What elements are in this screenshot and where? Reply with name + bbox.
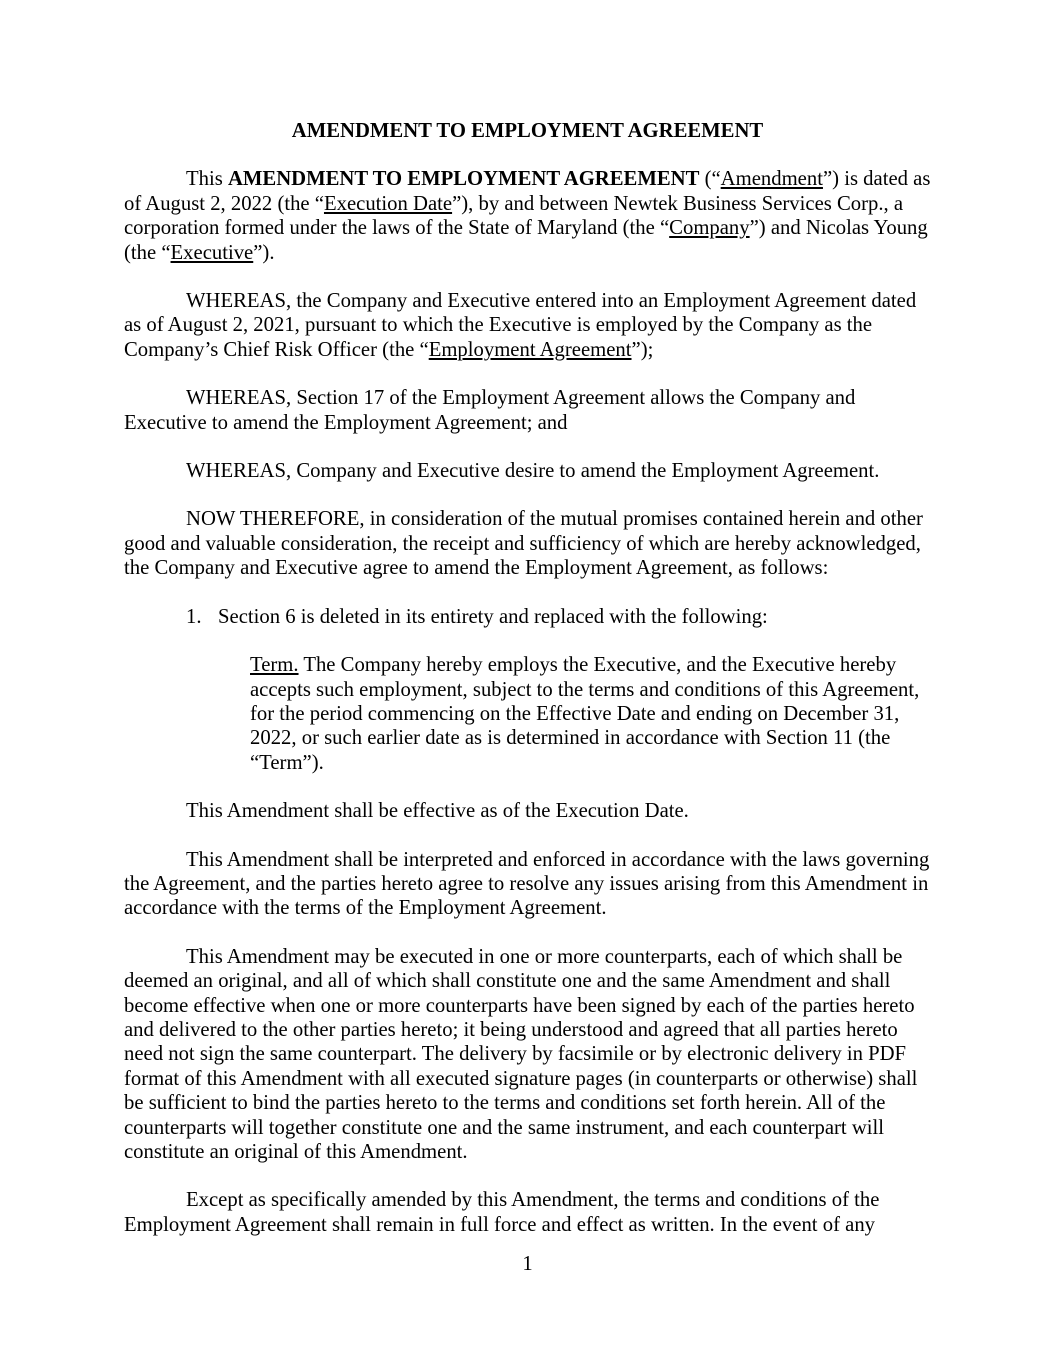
document-title: AMENDMENT TO EMPLOYMENT AGREEMENT	[291, 120, 764, 142]
text-run: This	[186, 168, 228, 191]
paragraph	[186, 605, 931, 629]
paragraph	[124, 386, 931, 435]
paragraph	[124, 799, 931, 823]
text-run: Executive	[170, 241, 254, 264]
paragraph	[124, 459, 931, 483]
document-body	[124, 167, 931, 1237]
text-run: Execution Date	[323, 192, 453, 215]
paragraph	[124, 1188, 931, 1237]
text-run: Company	[669, 217, 750, 240]
text-run: (“	[699, 168, 721, 191]
text-run: Amendment	[720, 168, 823, 191]
text-run: ”) is dated as of August 2, 2022 (the “	[124, 168, 931, 215]
text-run: The Company hereby employs the Executive, and the Executive hereby accepts such employment, subject to the terms and conditions of this Agreement, for the period commencing on the Effective Date and ending on December 31, 2022, or such earlier date as is determined in accordance with Section 11 (the “Term”).	[250, 654, 920, 774]
text-run: WHEREAS, Company and Executive desire to amend the Employment Agreement.	[186, 460, 880, 483]
text-run: ”), by and between Newtek Business Services Corp., a corporation formed under the laws of the State of Maryland (the “	[124, 192, 904, 240]
text-run: ”) and Nicolas Young (the “	[124, 217, 928, 264]
paragraph	[124, 507, 931, 580]
paragraph	[124, 848, 931, 921]
text-run: Section 6 is deleted in its entirety and replaced with the following:	[218, 605, 768, 628]
text-run: This Amendment shall be effective as of the Execution Date.	[186, 800, 689, 823]
text-run: This Amendment shall be interpreted and enforced in accordance with the laws governing the Agreement, and the parties hereto agree to resolve any issues arising from this Amendment in accordance with the terms of the Employment Agreement.	[124, 848, 930, 920]
text-run: ”);	[631, 338, 654, 361]
text-run: This Amendment may be executed in one or more counterparts, each of which shall be deemed an original, and all of which shall constitute one and the same Amendment and shall become effective when one or more counterparts have been signed by each of the parties hereto and delivered to the other parties hereto; it being understood and agreed that all parties hereto need not sign the same counterpart. The delivery by facsimile or by electronic delivery in PDF format of this Amendment with all executed signature pages (in counterparts or otherwise) shall be sufficient to bind the parties hereto to the terms and conditions set forth herein. All of the counterparts will together constitute one and the same instrument, and each counterpart will constitute an original of this Amendment.	[124, 945, 918, 1163]
text-run: Term.	[250, 654, 299, 677]
paragraph	[250, 653, 931, 775]
paragraph	[124, 289, 931, 362]
paragraph	[124, 945, 931, 1165]
text-run: NOW THEREFORE, in consideration of the mutual promises contained herein and other good and valuable consideration, the receipt and sufficiency of which are hereby acknowledged, the Company and Executive agree to amend the Employment Agreement, as follows:	[124, 508, 923, 580]
text-run: WHEREAS, the Company and Executive entered into an Employment Agreement dated as of August 2, 2021, pursuant to which the Executive is employed by the Company as the Company’s Chief Risk Officer (the “	[124, 290, 917, 361]
text-run: Except as specifically amended by this Amendment, the terms and conditions of the Employment Agreement shall remain in full force and effect as written. In the event of any	[124, 1189, 880, 1236]
paragraph	[124, 167, 931, 265]
text-run: ”).	[253, 241, 275, 264]
text-run: AMENDMENT TO EMPLOYMENT AGREEMENT	[227, 168, 700, 191]
list-number: 1.	[186, 605, 202, 628]
text-run: Employment Agreement	[428, 338, 632, 361]
page-number: 1	[522, 1253, 533, 1275]
text-run: WHEREAS, Section 17 of the Employment Agreement allows the Company and Executive to amend the Employment Agreement; and	[124, 387, 856, 434]
